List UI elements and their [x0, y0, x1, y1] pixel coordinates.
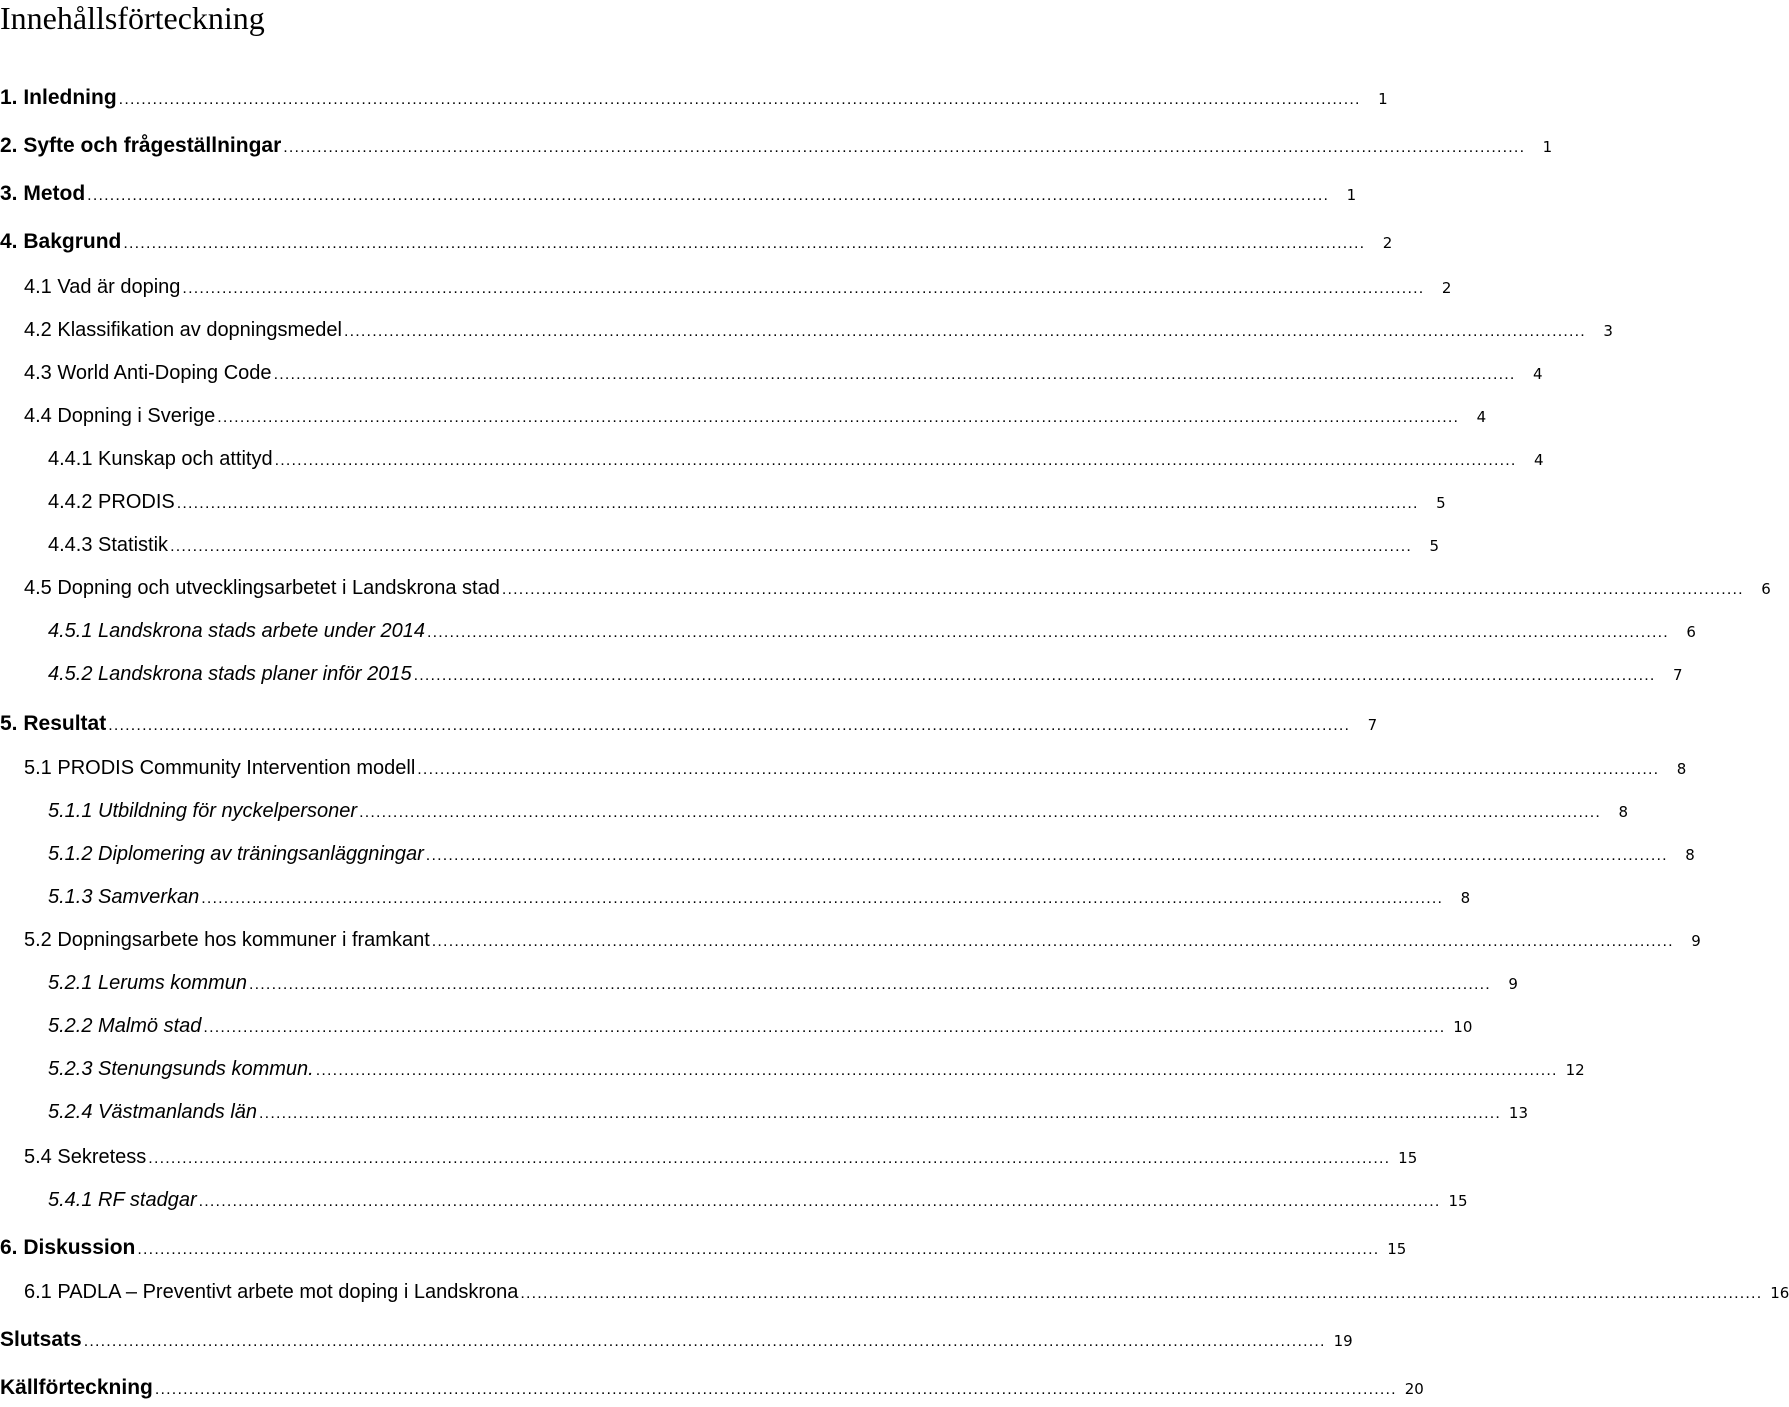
- toc-entry-page: 8: [1618, 803, 1629, 821]
- dot-leader: ............................................................................................................................................................................................................................: [137, 1241, 1380, 1258]
- toc-entry-page: 15: [1448, 1192, 1468, 1210]
- dot-leader: ............................................................................................................................................................................................................................: [108, 717, 1351, 734]
- toc-entry-label: 4.1 Vad är doping: [24, 276, 181, 298]
- toc-entry-page: 2: [1441, 279, 1452, 297]
- toc-entry-page: 9: [1691, 932, 1701, 950]
- toc-entry-page: 3: [1603, 322, 1613, 340]
- dot-leader: ............................................................................................................................................................................................................................: [426, 624, 1669, 641]
- toc-entry-page: 1: [1378, 90, 1388, 108]
- toc-entry-label: 5.4 Sekretess: [24, 1146, 147, 1168]
- dot-leader: ............................................................................................................................................................................................................................: [315, 1062, 1558, 1079]
- toc-entry-5-1[interactable]: [24, 757, 1687, 780]
- toc-entry-5-2-1[interactable]: [48, 972, 1518, 995]
- dot-leader: ............................................................................................................................................................................................................................: [520, 1285, 1763, 1302]
- dot-leader: ............................................................................................................................................................................................................................: [359, 804, 1602, 821]
- toc-entry-page: 4: [1534, 451, 1544, 469]
- toc-entry-label: 6.1 PADLA – Preventivt arbete mot doping i Landskrona: [24, 1281, 519, 1303]
- toc-entry-page: 12: [1565, 1061, 1585, 1079]
- toc-entry-label: 4. Bakgrund: [0, 230, 122, 253]
- dot-leader: ............................................................................................................................................................................................................................: [182, 280, 1425, 297]
- toc-entry-label: 5.4.1 RF stadgar: [48, 1189, 197, 1211]
- dot-leader: ............................................................................................................................................................................................................................: [203, 1019, 1446, 1036]
- toc-entry-bakgrund[interactable]: [0, 230, 1393, 254]
- dot-leader: ............................................................................................................................................................................................................................: [123, 235, 1366, 252]
- toc-entry-label: 1. Inledning: [0, 86, 117, 109]
- dot-leader: ............................................................................................................................................................................................................................: [176, 495, 1419, 512]
- toc-entry-page: 16: [1770, 1284, 1789, 1302]
- toc-entry-label: 4.3 World Anti-Doping Code: [24, 362, 272, 384]
- toc-entry-page: 7: [1367, 716, 1378, 734]
- toc-entry-5-2[interactable]: [24, 929, 1701, 952]
- dot-leader: ............................................................................................................................................................................................................................: [259, 1105, 1501, 1122]
- toc-entry-label: 3. Metod: [0, 182, 86, 205]
- toc-entry-page: 15: [1387, 1240, 1407, 1258]
- toc-entry-page: 4: [1476, 408, 1487, 426]
- dot-leader: ............................................................................................................................................................................................................................: [417, 761, 1660, 778]
- toc-entry-4-5-1[interactable]: [48, 620, 1696, 643]
- toc-entry-label: 5.1 PRODIS Community Intervention modell: [24, 757, 416, 779]
- toc-entry-page: 20: [1404, 1380, 1424, 1398]
- toc-entry-label: 5.1.2 Diplomering av träningsanläggningar: [48, 843, 424, 865]
- toc-entry-slutsats[interactable]: [0, 1328, 1353, 1352]
- toc-entry-page: 9: [1508, 975, 1518, 993]
- dot-leader: ............................................................................................................................................................................................................................: [198, 1193, 1441, 1210]
- toc-entry-page: 8: [1676, 760, 1687, 778]
- toc-entry-page: 8: [1460, 889, 1471, 907]
- toc-entry-4-4[interactable]: [24, 405, 1487, 428]
- toc-entry-metod[interactable]: [0, 182, 1357, 206]
- toc-entry-page: 5: [1436, 494, 1446, 512]
- toc-entry-page: 10: [1453, 1018, 1473, 1036]
- toc-entry-5-2-4[interactable]: [48, 1101, 1528, 1124]
- toc-entry-page: 1: [1542, 138, 1553, 156]
- toc-entry-5-1-3[interactable]: [48, 886, 1471, 909]
- toc-entry-page: 8: [1685, 846, 1695, 864]
- toc-heading: Innehållsförteckning: [0, 0, 265, 36]
- toc-entry-4-4-3[interactable]: [48, 534, 1440, 557]
- toc-entry-page: 5: [1429, 537, 1440, 555]
- dot-leader: ............................................................................................................................................................................................................................: [170, 538, 1413, 555]
- toc-entry-4-4-1[interactable]: [48, 448, 1544, 471]
- toc-entry-label: 4.4.3 Statistik: [48, 534, 169, 556]
- toc-entry-label: 4.5 Dopning och utvecklingsarbetet i Landskrona stad: [24, 577, 500, 599]
- dot-leader: ............................................................................................................................................................................................................................: [431, 933, 1674, 950]
- toc-entry-label: 4.2 Klassifikation av dopningsmedel: [24, 319, 342, 341]
- toc-entry-label: 4.5.2 Landskrona stads planer inför 2015: [48, 663, 412, 685]
- dot-leader: ............................................................................................................................................................................................................................: [118, 91, 1361, 108]
- toc-entry-label: 5.2.1 Lerums kommun: [48, 972, 247, 994]
- toc-entry-5-2-2[interactable]: [48, 1015, 1473, 1038]
- toc-entry-4-4-2[interactable]: [48, 491, 1446, 514]
- toc-entry-4-2[interactable]: [24, 319, 1613, 342]
- dot-leader: ............................................................................................................................................................................................................................: [83, 1333, 1326, 1350]
- toc-entry-5-1-2[interactable]: [48, 843, 1695, 866]
- toc-entry-5-4-1[interactable]: [48, 1189, 1468, 1212]
- dot-leader: ............................................................................................................................................................................................................................: [201, 890, 1444, 907]
- dot-leader: ............................................................................................................................................................................................................................: [154, 1381, 1397, 1398]
- toc-entry-label: 5.2 Dopningsarbete hos kommuner i framkant: [24, 929, 430, 951]
- toc-entry-label: 4.5.1 Landskrona stads arbete under 2014: [48, 620, 425, 642]
- toc-entry-4-1[interactable]: [24, 276, 1452, 299]
- dot-leader: ............................................................................................................................................................................................................................: [148, 1150, 1391, 1167]
- toc-entry-page: 6: [1761, 580, 1771, 598]
- toc-entry-page: 4: [1532, 365, 1543, 383]
- toc-entry-kallforteckning[interactable]: [0, 1376, 1424, 1400]
- toc-entry-label: 4.4 Dopning i Sverige: [24, 405, 216, 427]
- toc-entry-resultat[interactable]: [0, 712, 1378, 736]
- toc-entry-label: 5.1.1 Utbildning för nyckelpersoner: [48, 800, 358, 822]
- dot-leader: ............................................................................................................................................................................................................................: [413, 667, 1656, 684]
- toc-entry-label: Slutsats: [0, 1328, 82, 1351]
- toc-entry-label: 4.4.2 PRODIS: [48, 491, 175, 513]
- toc-entry-label: 5.2.2 Malmö stad: [48, 1015, 202, 1037]
- toc-entry-page: 7: [1673, 666, 1683, 684]
- toc-entry-5-1-1[interactable]: [48, 800, 1629, 823]
- dot-leader: ............................................................................................................................................................................................................................: [248, 976, 1491, 993]
- dot-leader: ............................................................................................................................................................................................................................: [217, 409, 1460, 426]
- toc-entry-page: 1: [1346, 186, 1357, 204]
- toc-entry-page: 13: [1508, 1104, 1528, 1122]
- toc-entry-diskussion[interactable]: [0, 1236, 1407, 1260]
- toc-entry-label: 5.2.4 Västmanlands län: [48, 1101, 258, 1123]
- dot-leader: ............................................................................................................................................................................................................................: [501, 581, 1744, 598]
- dot-leader: ............................................................................................................................................................................................................................: [283, 139, 1526, 156]
- toc-entry-label: 2. Syfte och frågeställningar: [0, 134, 282, 157]
- toc-entry-label: 5. Resultat: [0, 712, 107, 735]
- toc-entry-page: 6: [1686, 623, 1696, 641]
- toc-entry-label: 5.2.3 Stenungsunds kommun.: [48, 1058, 314, 1080]
- toc-entry-page: 15: [1398, 1149, 1418, 1167]
- toc-entry-4-3[interactable]: [24, 362, 1543, 385]
- toc-entry-4-5-2[interactable]: [48, 663, 1683, 686]
- toc-entry-page: 2: [1382, 234, 1393, 252]
- toc-entry-6-1[interactable]: [24, 1281, 1789, 1304]
- toc-entry-label: 5.1.3 Samverkan: [48, 886, 200, 908]
- toc-entry-label: 4.4.1 Kunskap och attityd: [48, 448, 273, 470]
- dot-leader: ............................................................................................................................................................................................................................: [425, 847, 1668, 864]
- toc-entry-label: 6. Diskussion: [0, 1236, 136, 1259]
- dot-leader: ............................................................................................................................................................................................................................: [274, 452, 1517, 469]
- toc-entry-page: 19: [1333, 1332, 1353, 1350]
- toc-entry-label: Källförteckning: [0, 1376, 153, 1399]
- toc-entry-inledning[interactable]: [0, 86, 1388, 110]
- toc-entry-syfte[interactable]: [0, 134, 1553, 158]
- dot-leader: ............................................................................................................................................................................................................................: [273, 366, 1516, 383]
- toc-entry-4-5[interactable]: [24, 577, 1771, 600]
- dot-leader: ............................................................................................................................................................................................................................: [343, 323, 1586, 340]
- toc-entry-5-4[interactable]: [24, 1146, 1418, 1169]
- toc-entry-5-2-3[interactable]: [48, 1058, 1585, 1081]
- dot-leader: ............................................................................................................................................................................................................................: [87, 187, 1330, 204]
